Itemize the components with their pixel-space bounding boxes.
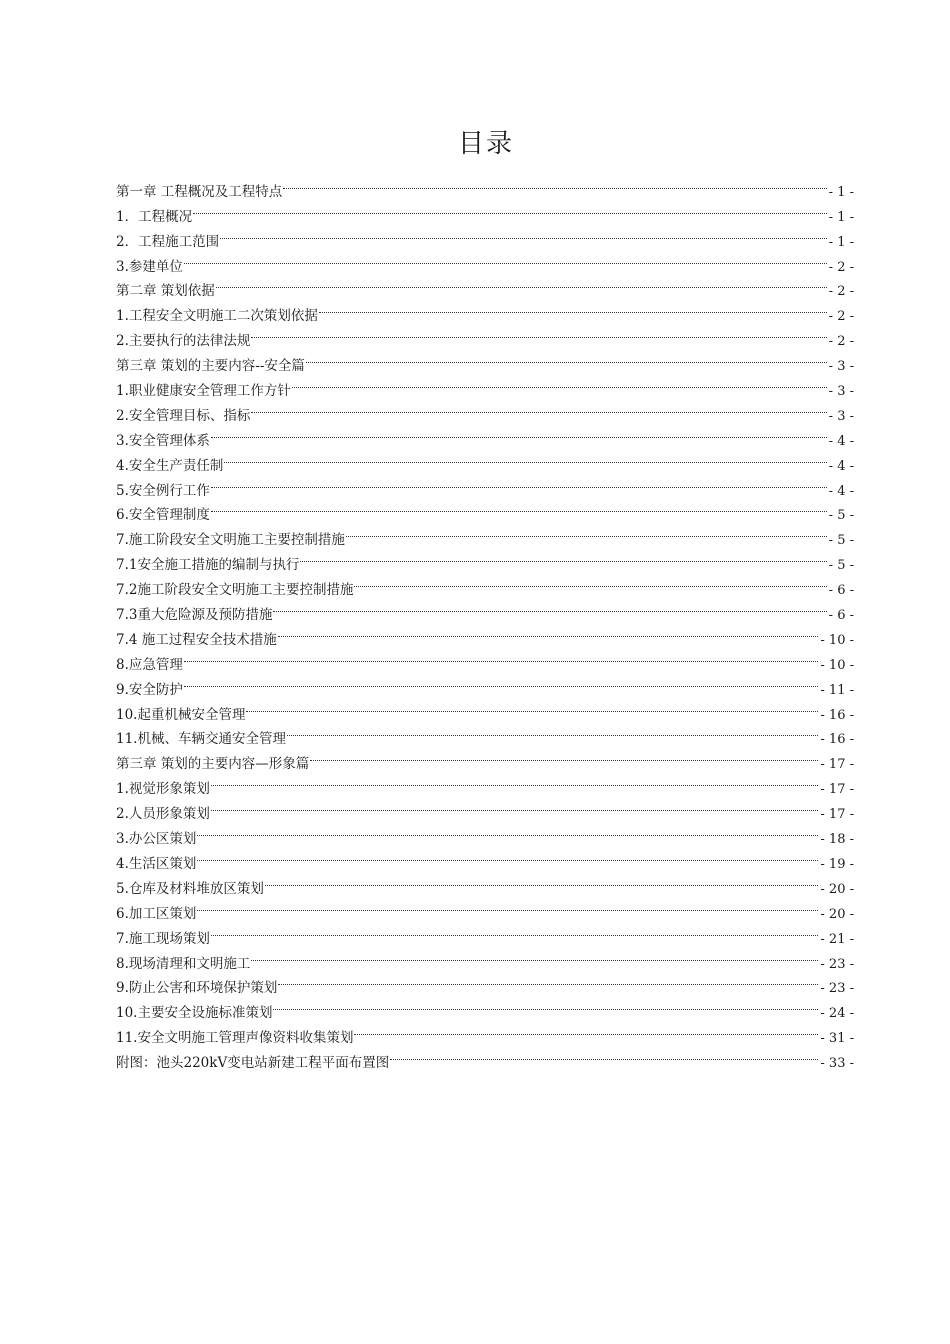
toc-entry-page-number: - 33 -: [820, 1056, 854, 1072]
toc-dot-leader: [211, 768, 821, 793]
toc-entry-label: 第三章 策划的主要内容--安全篇: [116, 358, 305, 375]
toc-entry-label: 11.机械、车辆交通安全管理: [116, 731, 286, 748]
toc-dot-leader: [251, 320, 828, 345]
toc-entry-page-number: - 4 -: [828, 458, 854, 474]
toc-entry[interactable]: [116, 644, 854, 673]
toc-dot-leader: [354, 569, 828, 594]
toc-entry[interactable]: [116, 246, 854, 275]
toc-entry-page-number: - 4 -: [828, 483, 854, 499]
toc-entry[interactable]: [116, 893, 854, 922]
toc-dot-leader: [292, 370, 829, 395]
toc-dot-leader: [390, 1042, 820, 1067]
toc-dot-leader: [319, 295, 829, 320]
toc-entry-page-number: - 17 -: [820, 807, 854, 823]
toc-entry[interactable]: [116, 943, 854, 972]
toc-entry-label: 10.起重机械安全管理: [116, 706, 246, 723]
toc-dot-leader: [300, 544, 828, 569]
toc-dot-leader: [251, 943, 820, 968]
toc-entry-label: 3.参建单位: [116, 258, 183, 275]
toc-dot-leader: [354, 1017, 820, 1042]
toc-entry-page-number: - 31 -: [820, 1031, 854, 1047]
toc-entry-page-number: - 2 -: [828, 284, 854, 300]
toc-dot-leader: [197, 843, 820, 868]
toc-dot-leader: [224, 445, 828, 470]
toc-entry-label: 2．工程施工范围: [116, 233, 220, 250]
toc-entry-page-number: - 6 -: [828, 608, 854, 624]
toc-entry-page-number: - 2 -: [828, 334, 854, 350]
toc-entry-page-number: - 1 -: [828, 184, 854, 200]
toc-dot-leader: [283, 171, 828, 196]
toc-entry-page-number: - 20 -: [820, 881, 854, 897]
toc-entry-label: 第三章 策划的主要内容—形象篇: [116, 756, 310, 773]
toc-entry[interactable]: [116, 271, 854, 300]
toc-entry[interactable]: [116, 868, 854, 897]
toc-entry-label: 9.防止公害和环境保护策划: [116, 980, 278, 997]
toc-dot-leader: [211, 793, 821, 818]
toc-list: [116, 171, 854, 1072]
toc-entry-label: 5.安全例行工作: [116, 482, 210, 499]
toc-entry-page-number: - 3 -: [828, 384, 854, 400]
toc-dot-leader: [211, 918, 821, 943]
toc-entry-label: 7.施工阶段安全文明施工主要控制措施: [116, 532, 345, 549]
toc-entry-label: 7.施工现场策划: [116, 930, 210, 947]
toc-entry[interactable]: [116, 221, 854, 250]
toc-entry[interactable]: [116, 445, 854, 474]
toc-entry[interactable]: [116, 768, 854, 798]
toc-entry-label: 8.应急管理: [116, 656, 183, 673]
toc-entry-label: 8.现场清理和文明施工: [116, 955, 251, 972]
toc-entry-page-number: - 16 -: [820, 707, 854, 723]
toc-dot-leader: [184, 246, 829, 271]
toc-dot-leader: [251, 395, 828, 420]
toc-entry[interactable]: [116, 793, 854, 823]
toc-entry-page-number: - 17 -: [820, 782, 854, 798]
toc-entry-page-number: - 2 -: [828, 309, 854, 325]
toc-entry-page-number: - 1 -: [828, 209, 854, 225]
toc-entry-label: 4.安全生产责任制: [116, 457, 224, 474]
toc-entry[interactable]: [116, 495, 854, 524]
toc-entry-label: 1.视觉形象策划: [116, 781, 210, 798]
toc-entry[interactable]: [116, 669, 854, 698]
toc-entry[interactable]: [116, 519, 854, 549]
toc-title: 目录: [457, 129, 514, 159]
toc-entry-page-number: - 1 -: [828, 234, 854, 250]
toc-entry[interactable]: [116, 918, 854, 947]
toc-dot-leader: [310, 743, 820, 768]
toc-entry-page-number: - 21 -: [820, 931, 854, 947]
toc-entry-page-number: - 5 -: [828, 558, 854, 574]
toc-entry[interactable]: [116, 196, 854, 225]
toc-dot-leader: [184, 644, 821, 669]
toc-dot-leader: [278, 619, 821, 644]
toc-entry-label: 1．工程概况: [116, 208, 193, 225]
toc-entry[interactable]: [116, 843, 854, 872]
toc-entry-page-number: - 20 -: [820, 906, 854, 922]
toc-dot-leader: [184, 669, 821, 694]
toc-entry-label: 第二章 策划依据: [116, 283, 215, 300]
toc-entry[interactable]: [116, 694, 854, 723]
toc-dot-leader: [265, 868, 821, 893]
toc-entry-label: 3.办公区策划: [116, 831, 197, 848]
toc-entry-page-number: - 11 -: [820, 682, 854, 698]
toc-entry-label: 1.工程安全文明施工二次策划依据: [116, 308, 318, 325]
toc-dot-leader: [193, 196, 829, 221]
toc-entry-label: 第一章 工程概况及工程特点: [116, 183, 283, 200]
toc-entry-page-number: - 10 -: [820, 657, 854, 673]
toc-entry-page-number: - 3 -: [828, 408, 854, 424]
toc-entry-page-number: - 18 -: [820, 832, 854, 848]
toc-entry[interactable]: [116, 171, 854, 200]
toc-entry[interactable]: [116, 470, 854, 499]
toc-entry-label: 7.2施工阶段安全文明施工主要控制措施: [116, 582, 354, 599]
toc-entry-page-number: - 23 -: [820, 981, 854, 997]
toc-entry-label: 7.3重大危险源及预防措施: [116, 607, 273, 624]
toc-dot-leader: [287, 719, 820, 744]
toc-entry[interactable]: [116, 295, 854, 325]
toc-entry-page-number: - 24 -: [820, 1006, 854, 1022]
toc-entry-page-number: - 5 -: [828, 508, 854, 524]
toc-dot-leader: [211, 470, 829, 495]
toc-entry-label: 11.安全文明施工管理声像资料收集策划: [116, 1030, 354, 1047]
toc-entry-page-number: - 6 -: [828, 583, 854, 599]
toc-dot-leader: [220, 221, 829, 246]
toc-entry-page-number: - 2 -: [828, 259, 854, 275]
toc-entry-label: 2.主要执行的法律法规: [116, 333, 251, 350]
toc-entry-page-number: - 5 -: [828, 533, 854, 549]
toc-dot-leader: [197, 893, 820, 918]
toc-dot-leader: [246, 694, 820, 719]
toc-entry-label: 3.安全管理体系: [116, 432, 210, 449]
toc-entry-page-number: - 10 -: [820, 632, 854, 648]
toc-dot-leader: [197, 818, 820, 843]
toc-entry-label: 7.4 施工过程安全技术措施: [116, 631, 277, 648]
toc-entry-label: 2.人员形象策划: [116, 806, 210, 823]
toc-entry-label: 2.安全管理目标、指标: [116, 407, 251, 424]
toc-dot-leader: [306, 345, 829, 370]
toc-dot-leader: [211, 420, 829, 445]
toc-dot-leader: [273, 992, 820, 1017]
toc-entry-label: 附图：池头220kV变电站新建工程平面布置图: [116, 1055, 390, 1072]
toc-dot-leader: [346, 519, 829, 544]
toc-entry-page-number: - 4 -: [828, 433, 854, 449]
toc-entry-label: 7.1安全施工措施的编制与执行: [116, 557, 300, 574]
toc-entry-label: 9.安全防护: [116, 681, 183, 698]
toc-entry-label: 6.安全管理制度: [116, 507, 210, 524]
toc-dot-leader: [278, 968, 820, 993]
toc-entry-label: 5.仓库及材料堆放区策划: [116, 880, 264, 897]
toc-entry[interactable]: [116, 818, 854, 848]
toc-entry-page-number: - 23 -: [820, 956, 854, 972]
toc-entry-label: 10.主要安全设施标准策划: [116, 1005, 273, 1022]
toc-dot-leader: [216, 271, 829, 296]
toc-dot-leader: [211, 495, 829, 520]
toc-entry-label: 4.生活区策划: [116, 855, 197, 872]
toc-entry-page-number: - 19 -: [820, 856, 854, 872]
toc-dot-leader: [273, 594, 828, 619]
toc-entry-page-number: - 17 -: [820, 757, 854, 773]
toc-entry-page-number: - 3 -: [828, 359, 854, 375]
toc-entry-label: 1.职业健康安全管理工作方针: [116, 383, 291, 400]
toc-entry-label: 6.加工区策划: [116, 905, 197, 922]
toc-entry[interactable]: [116, 420, 854, 449]
toc-entry-page-number: - 16 -: [820, 732, 854, 748]
